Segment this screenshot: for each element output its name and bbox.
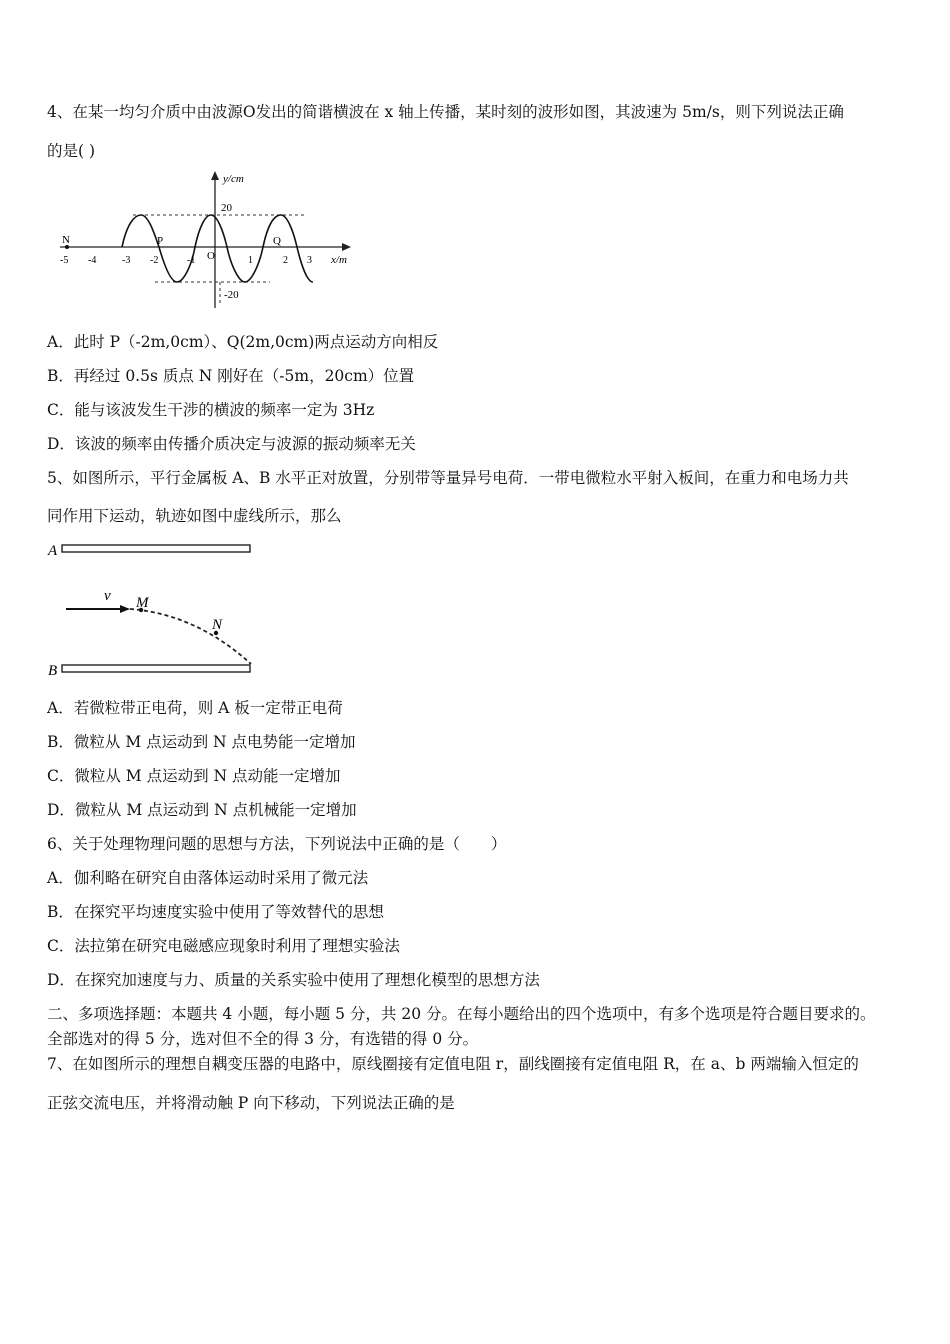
point-q-label: Q bbox=[273, 235, 281, 247]
x-tick: -5 bbox=[60, 255, 69, 266]
trajectory bbox=[130, 609, 251, 664]
x-tick: -4 bbox=[88, 255, 97, 266]
x-tick: -3 bbox=[122, 255, 131, 266]
amp-pos-label: 20 bbox=[221, 202, 232, 214]
y-axis-label: y/cm bbox=[223, 173, 244, 185]
q5-option-d: D．微粒从 M 点运动到 N 点机械能一定增加 bbox=[47, 801, 357, 819]
q5-option-c: C．微粒从 M 点运动到 N 点动能一定增加 bbox=[47, 767, 341, 785]
plate-b bbox=[62, 665, 250, 672]
q5-option-a: A．若微粒带正电荷，则 A 板一定带正电荷 bbox=[47, 699, 343, 717]
q7-stem-line2: 正弦交流电压，并将滑动触 P 向下移动，下列说法正确的是 bbox=[47, 1094, 455, 1112]
q7-stem-line1: 7、在如图所示的理想自耦变压器的电路中，原线圈接有定值电阻 r，副线圈接有定值电阻 R，在 a、b 两端输入恒定的 bbox=[47, 1055, 859, 1073]
q4-option-a: A．此时 P（-2m,0cm）、Q(2m,0cm)两点运动方向相反 bbox=[47, 333, 439, 351]
q4-stem-line2: 的是( ) bbox=[47, 142, 96, 160]
x-tick: 1 bbox=[248, 255, 253, 266]
q6-option-c: C．法拉第在研究电磁感应现象时利用了理想实验法 bbox=[47, 937, 400, 955]
velocity-label: v bbox=[104, 588, 111, 604]
q4-option-d: D．该波的频率由传播介质决定与波源的振动频率无关 bbox=[47, 435, 416, 453]
point-m-label: M bbox=[136, 595, 149, 611]
amp-neg-label: -20 bbox=[224, 289, 239, 301]
q6-option-a: A．伽利略在研究自由落体运动时采用了微元法 bbox=[47, 869, 369, 887]
q6-option-d: D．在探究加速度与力、质量的关系实验中使用了理想化模型的思想方法 bbox=[47, 971, 540, 989]
q6-stem: 6、关于处理物理问题的思想与方法，下列说法中正确的是（ ） bbox=[47, 835, 507, 853]
plate-a-label: A bbox=[48, 543, 58, 559]
q4-stem-line1: 4、在某一均匀介质中由波源O发出的简谐横波在 x 轴上传播，某时刻的波形如图，其波速为 5m/s，则下列说法正确 bbox=[47, 103, 844, 121]
wave-curve bbox=[122, 215, 313, 282]
section2-line1: 二、多项选择题：本题共 4 小题，每小题 5 分，共 20 分。在每小题给出的四个选项中，有多个选项是符合题目要求的。 bbox=[47, 1005, 876, 1023]
x-tick: -1 bbox=[187, 255, 196, 266]
x-tick: 3 bbox=[307, 255, 312, 266]
origin-label: O bbox=[207, 250, 215, 262]
plate-b-label: B bbox=[48, 663, 58, 679]
plates-figure bbox=[46, 536, 266, 686]
plate-a bbox=[62, 545, 250, 552]
wave-figure bbox=[55, 168, 365, 318]
x-tick: 2 bbox=[283, 255, 288, 266]
section2-line2: 全部选对的得 5 分，选对但不全的得 3 分，有选错的得 0 分。 bbox=[47, 1030, 479, 1048]
point-p-label: P bbox=[157, 235, 164, 247]
q6-option-b: B．在探究平均速度实验中使用了等效替代的思想 bbox=[47, 903, 384, 921]
q5-stem-line1: 5、如图所示，平行金属板 A、B 水平正对放置，分别带等量异号电荷．一带电微粒水平射入板间，在重力和电场力共 bbox=[47, 469, 849, 487]
point-n-label: N bbox=[62, 234, 70, 246]
q4-option-c: C．能与该波发生干涉的横波的频率一定为 3Hz bbox=[47, 401, 375, 419]
q4-option-b: B．再经过 0.5s 质点 N 刚好在（-5m，20cm）位置 bbox=[47, 367, 415, 385]
x-axis-label: x/m bbox=[331, 254, 347, 266]
x-tick: -2 bbox=[150, 255, 159, 266]
point-n-label: N bbox=[212, 617, 223, 633]
q5-stem-line2: 同作用下运动，轨迹如图中虚线所示，那么 bbox=[47, 507, 342, 525]
q5-option-b: B．微粒从 M 点运动到 N 点电势能一定增加 bbox=[47, 733, 356, 751]
